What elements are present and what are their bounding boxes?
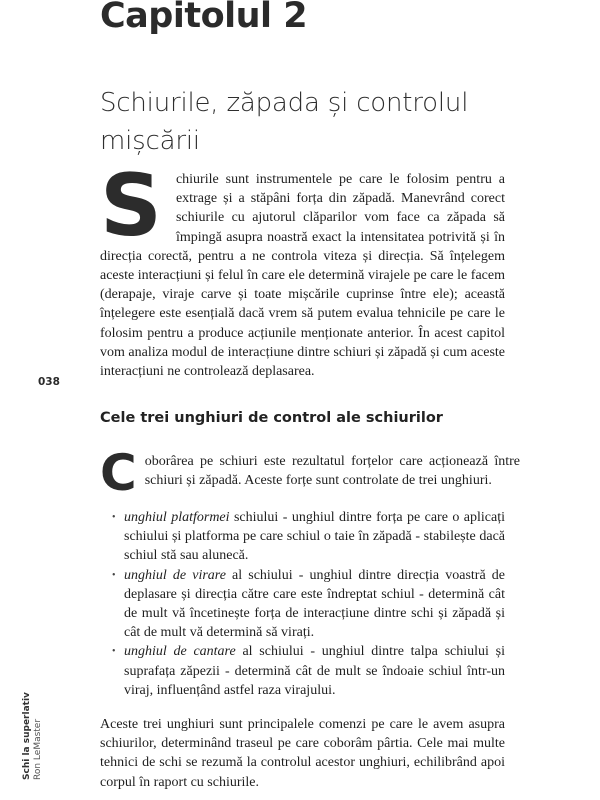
section-intro-paragraph [100, 444, 520, 502]
spine-caption [22, 692, 44, 780]
intro-drop-cap: S [100, 156, 162, 256]
list-item [124, 642, 505, 700]
closing-paragraph: Aceste trei unghiuri sunt principalele comenzi pe care le avem asupra schiurilor, determinând traseul pe care coborâm pârtia. Cele mai multe tehnici de schi se rezumă la controlul acestor unghiuri, echilibrând apoi corpul în raport cu schiurile. [100, 717, 505, 790]
list-item-text: schiului - unghiul dintre forța pe care o aplicați schiului și platforma pe care schiul o taie în zăpadă - stabilește dacă schiul stă sau alunecă. [124, 510, 505, 564]
angle-list [124, 508, 505, 700]
section-drop-cap: C [100, 444, 137, 502]
list-item-term: unghiul de cantare [124, 644, 236, 660]
list-item-text: al schiului - unghiul dintre direcția voastră de deplasare și direcția către care este îndreptat schiul - determină cât de mult vă încetinește forța de interacțiune dintre schi și zăpadă și cât de mult vă determină să virați. [124, 567, 505, 641]
list-item-term: unghiul platformei [124, 510, 230, 525]
intro-paragraph [100, 156, 505, 381]
page-number: 038 [38, 376, 60, 388]
section-intro-text: oborârea pe schiuri este rezultatul forțelor care acționează între schiuri și zăpadă. Aceste forțe sunt controlate de trei unghiuri. [144, 454, 520, 489]
section-heading: Cele trei unghiuri de control ale schiurilor [100, 410, 443, 426]
spine-book-title: Schi la superlativ [22, 692, 32, 780]
intro-text: chiurile sunt instrumentele pe care le folosim pentru a extrage și a stăpâni forța din zăpadă. Manevrând corect schiurile cu ajutorul clăparilor vom face ca zăpada să împingă asupra noastră exact la intensitatea potrivită și în direcția corectă, pentru a ne controla viteza și direcția. Să înțelegem aceste interacțiuni și felul în care ele determină virajele pe care le facem (derapaje, viraje carve și toate mișcările cuprinse între ele); această înțelegere este esențială dacă vrem să putem evalua tehnicile pe care le folosim pentru a produce acțiunile menționate anterior. În acest capitol vom analiza modul de interacțiune dintre schiuri și zăpadă și cum aceste interacțiuni ne controlează deplasarea. [100, 172, 505, 380]
list-item [124, 508, 505, 566]
list-item-text: al schiului - unghiul dintre talpa schiului și suprafața zăpezii - determină cât de mult se îndoaie schiul într-un viraj, influențând astfel raza virajului. [124, 644, 505, 698]
list-item [124, 566, 505, 643]
spine-author: Ron LeMaster [33, 718, 43, 780]
chapter-label: Capitolul 2 [100, 0, 308, 36]
list-item-term: unghiul de virare [124, 567, 226, 583]
chapter-title: Schiurile, zăpada și controlul mișcării [100, 88, 469, 156]
